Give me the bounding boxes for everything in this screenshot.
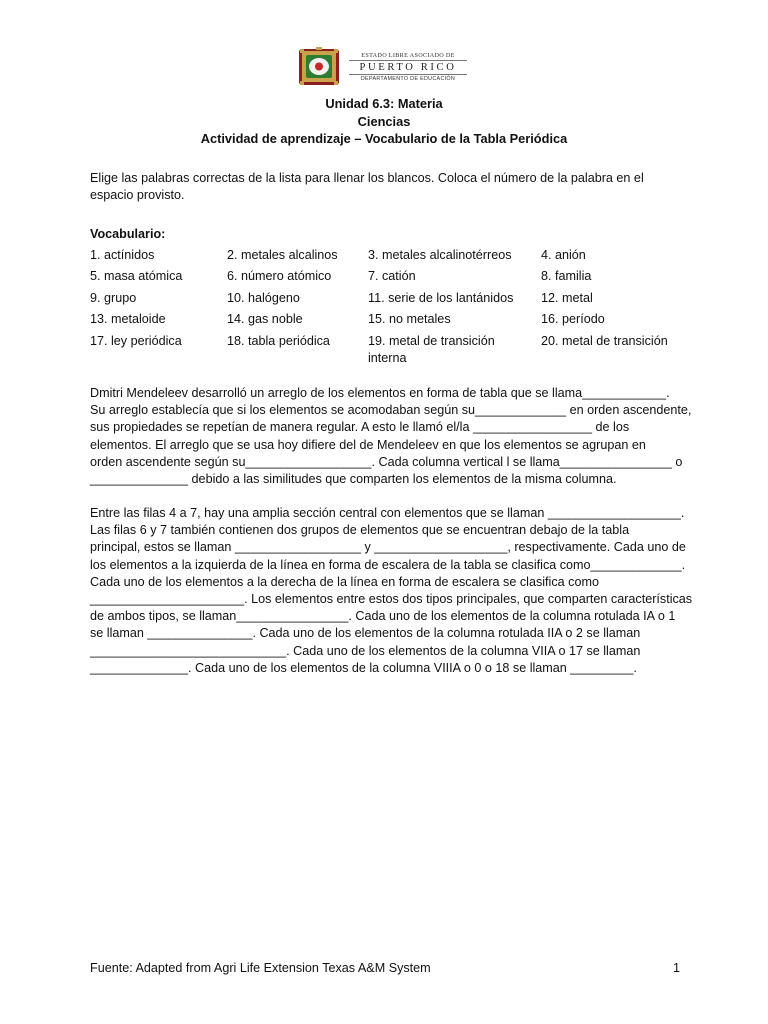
vocabulary-item: 1. actínidos xyxy=(90,248,155,262)
unit-title: Unidad 6.3: Materia xyxy=(325,96,443,111)
vocabulary-row xyxy=(90,311,690,332)
page-number: 1 xyxy=(672,961,680,975)
vocabulary-item: 8. familia xyxy=(541,269,592,284)
fill-in-line: Cada uno de los elementos a la derecha de la línea en forma de escalera se clasifica como xyxy=(90,574,599,589)
subject-title: Ciencias xyxy=(357,113,411,129)
instructions-line: espacio provisto. xyxy=(90,188,185,203)
logo-line-2: PUERTO RICO xyxy=(349,61,467,75)
fill-in-line: Dmitri Mendeleev desarrolló un arreglo de los elementos en forma de tabla que se llama____________. xyxy=(90,386,670,400)
vocabulary-item: 11. serie de los lantánidos xyxy=(368,290,514,305)
fill-in-line: sus propiedades se repetían de manera regular. A esto le llamó el/la _________________ de los xyxy=(90,420,630,435)
vocabulary-item: 10. halógeno xyxy=(227,290,300,305)
fill-in-line: elementos. El arreglo que se usa hoy difiere del de Mendeleev en que los elementos se agrupan en xyxy=(90,437,646,452)
vocabulary-item: 13. metaloide xyxy=(90,312,166,327)
vocabulary-item: 15. no metales xyxy=(368,312,451,327)
logo-line-3: DEPARTAMENTO DE EDUCACIÓN xyxy=(360,75,456,82)
department-logo xyxy=(296,46,472,88)
fill-in-line: Entre las filas 4 a 7, hay una amplia sección central con elementos que se llaman ___________________. xyxy=(90,506,685,520)
fill-in-line: ______________. Cada uno de los elementos de la columna VIIIA o 0 o 18 se llaman _________. xyxy=(90,660,637,675)
fill-in-line: ____________________________. Cada uno de los elementos de la columna VIIA o 17 se llaman xyxy=(90,643,641,658)
activity-title: Actividad de aprendizaje – Vocabulario de la Tabla Periódica xyxy=(200,131,568,147)
instructions xyxy=(90,170,685,204)
vocabulary-item: 16. período xyxy=(541,312,605,327)
instructions-line: Elige las palabras correctas de la lista para llenar los blancos. Coloca el número de la palabra en el xyxy=(90,171,644,185)
footer-source: Fuente: Adapted from Agri Life Extension Texas A&M System xyxy=(90,961,431,975)
fill-in-line: ______________ debido a las similitudes que comparten los elementos de la misma columna. xyxy=(90,471,617,486)
vocabulary-row xyxy=(90,268,690,289)
fill-in-line: Las filas 6 y 7 también contienen dos grupos de elementos que se encuentran debajo de la tabla xyxy=(90,523,630,538)
vocabulary-item: 14. gas noble xyxy=(227,312,303,327)
fill-in-line: orden ascendente según su__________________. Cada columna vertical l se llama________________ o xyxy=(90,454,683,469)
vocabulary-item: 6. número atómico xyxy=(227,269,332,284)
vocabulary-item: 19. metal de transición interna xyxy=(368,333,495,365)
vocabulary-heading: Vocabulario: xyxy=(90,227,166,241)
page-footer xyxy=(90,960,680,977)
vocabulary-row xyxy=(90,333,690,369)
vocabulary-row xyxy=(90,247,690,268)
vocabulary-item: 4. anión xyxy=(541,248,586,262)
paragraph-mendeleev xyxy=(90,385,690,488)
fill-in-line: Su arreglo establecía que si los elementos se acomodaban según su_____________ en orden ascendente, xyxy=(90,403,692,418)
vocabulary-item: 9. grupo xyxy=(90,290,137,305)
fill-in-line: de ambos tipos, se llaman________________. Cada uno de los elementos de la columna rotulada IA o 1 xyxy=(90,609,676,624)
vocabulary-item: 3. metales alcalinotérreos xyxy=(368,248,512,262)
fill-in-line: principal, estos se llaman __________________ y ___________________, respectivamente. Cada uno de xyxy=(90,540,686,555)
paragraph-element-groups xyxy=(90,505,693,677)
vocabulary-item: 5. masa atómica xyxy=(90,269,183,284)
logo-line-1: ESTADO LIBRE ASOCIADO DE xyxy=(349,52,467,61)
vocabulary-item: 18. tabla periódica xyxy=(227,333,330,348)
fill-in-line: ______________________. Los elementos entre estos dos tipos principales, que comparten características xyxy=(90,591,693,606)
vocabulary-row xyxy=(90,290,690,311)
vocabulary-item: 7. catión xyxy=(368,269,416,284)
vocabulary-list xyxy=(90,247,690,369)
document-titles xyxy=(0,95,768,148)
vocabulary-item: 12. metal xyxy=(541,290,593,305)
vocabulary-item: 17. ley periódica xyxy=(90,333,182,348)
fill-in-line: se llaman _______________. Cada uno de los elementos de la columna rotulada IIA o 2 se llaman xyxy=(90,626,641,641)
coat-of-arms-icon xyxy=(296,46,342,88)
fill-in-line: los elementos a la izquierda de la línea en forma de escalera de la tabla se clasifica como_____________. xyxy=(90,557,686,572)
vocabulary-item: 20. metal de transición xyxy=(541,333,668,348)
vocabulary-item: 2. metales alcalinos xyxy=(227,248,338,262)
